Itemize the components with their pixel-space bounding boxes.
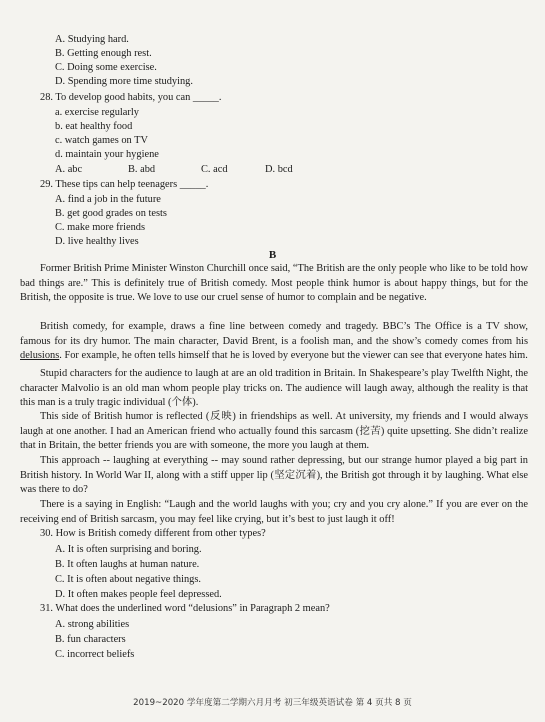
q27-option-d: D. Spending more time studying. [55, 76, 193, 87]
q28-item-c: c. watch games on TV [55, 135, 149, 146]
q31-option-b: B. fun characters [55, 634, 126, 645]
section-b-heading: B [268, 249, 277, 261]
page-footer: 2019~2020 学年度第二学期六月月考 初三年级英语试卷 第 4 页共 8 页 [133, 698, 412, 708]
underlined-word-delusions: delusions [20, 350, 60, 362]
q30-stem: 30. How is British comedy different from other types? [40, 528, 266, 539]
q28-choice-c: C. acd [201, 164, 228, 175]
q30-option-b: B. It often laughs at human nature. [55, 559, 200, 570]
q28-item-d: d. maintain your hygiene [55, 149, 159, 160]
passage-paragraph-2: British comedy, for example, draws a fine line between comedy and tragedy. BBC’s The Office is a TV show, famous for its dry humor. The main character, David Brent, is a foolish man, and the show’s comedy comes from his delusions. For example, he often tells himself that he is loved by everyone but the viewer can see that everyone hates him. [20, 321, 528, 362]
q30-option-c: C. It is often about negative things. [55, 574, 202, 585]
q29-option-a: A. find a job in the future [55, 194, 161, 205]
q27-option-b: B. Getting enough rest. [55, 48, 152, 59]
q31-stem: 31. What does the underlined word “delusions” in Paragraph 2 mean? [40, 603, 330, 614]
passage-paragraph-1: Former British Prime Minister Winston Churchill once said, “The British are the only people who like to be told how bad things are.” This is definitely true of British comedy. Most people think humor is about happy things, but for the British, the opposite is true. We love to use our cruel sense of humor to complain and be negative. [20, 263, 528, 304]
q29-option-c: C. make more friends [55, 222, 146, 233]
q27-option-a: A. Studying hard. [55, 34, 129, 45]
q29-option-b: B. get good grades on tests [55, 208, 167, 219]
q27-option-c: C. Doing some exercise. [55, 62, 157, 73]
q28-item-a: a. exercise regularly [55, 107, 139, 118]
passage-paragraph-5: This approach -- laughing at everything -- may sound rather depressing, but our strange humor played a big part in British history. In World War II, along with a stiff upper lip (坚定沉着), the British got through it by laughing. What else was there to do? [20, 455, 528, 496]
q31-option-c: C. incorrect beliefs [55, 649, 135, 660]
q28-choice-a: A. abc [55, 164, 83, 175]
q29-option-d: D. live healthy lives [55, 236, 139, 247]
passage-paragraph-6: There is a saying in English: “Laugh and the world laughs with you; cry and you cry alone.” If you are ever on the receiving end of British sarcasm, you may feel like crying, but it’s best to just laugh it off! [20, 499, 528, 525]
q30-option-a: A. It is often surprising and boring. [55, 544, 202, 555]
q28-choice-b: B. abd [128, 164, 156, 175]
q29-stem: 29. These tips can help teenagers _____. [40, 179, 209, 190]
q28-item-b: b. eat healthy food [55, 121, 133, 132]
passage-paragraph-3: Stupid characters for the audience to laugh at are an old tradition in Britain. In Shakespeare’s play Twelfth Night, the character Malvolio is an old man whom people play tricks on. The audience will laugh away, although the reality is that this man is a truly tragic individual (个体). [20, 368, 528, 409]
q28-stem: 28. To develop good habits, you can _____. [40, 92, 222, 103]
q30-option-d: D. It often makes people feel depressed. [55, 589, 222, 600]
q28-choices [55, 163, 293, 176]
q31-option-a: A. strong abilities [55, 619, 130, 630]
q28-choice-d: D. bcd [265, 164, 293, 175]
passage-paragraph-4: This side of British humor is reflected (反映) in friendships as well. At university, my friends and I would always laugh at one another. I had an American friend who actually found this sarcasm (挖苦) quite upsetting. She didn’t realize that in Britain, the better friends you are with someone, the more you laugh at them. [20, 411, 528, 452]
